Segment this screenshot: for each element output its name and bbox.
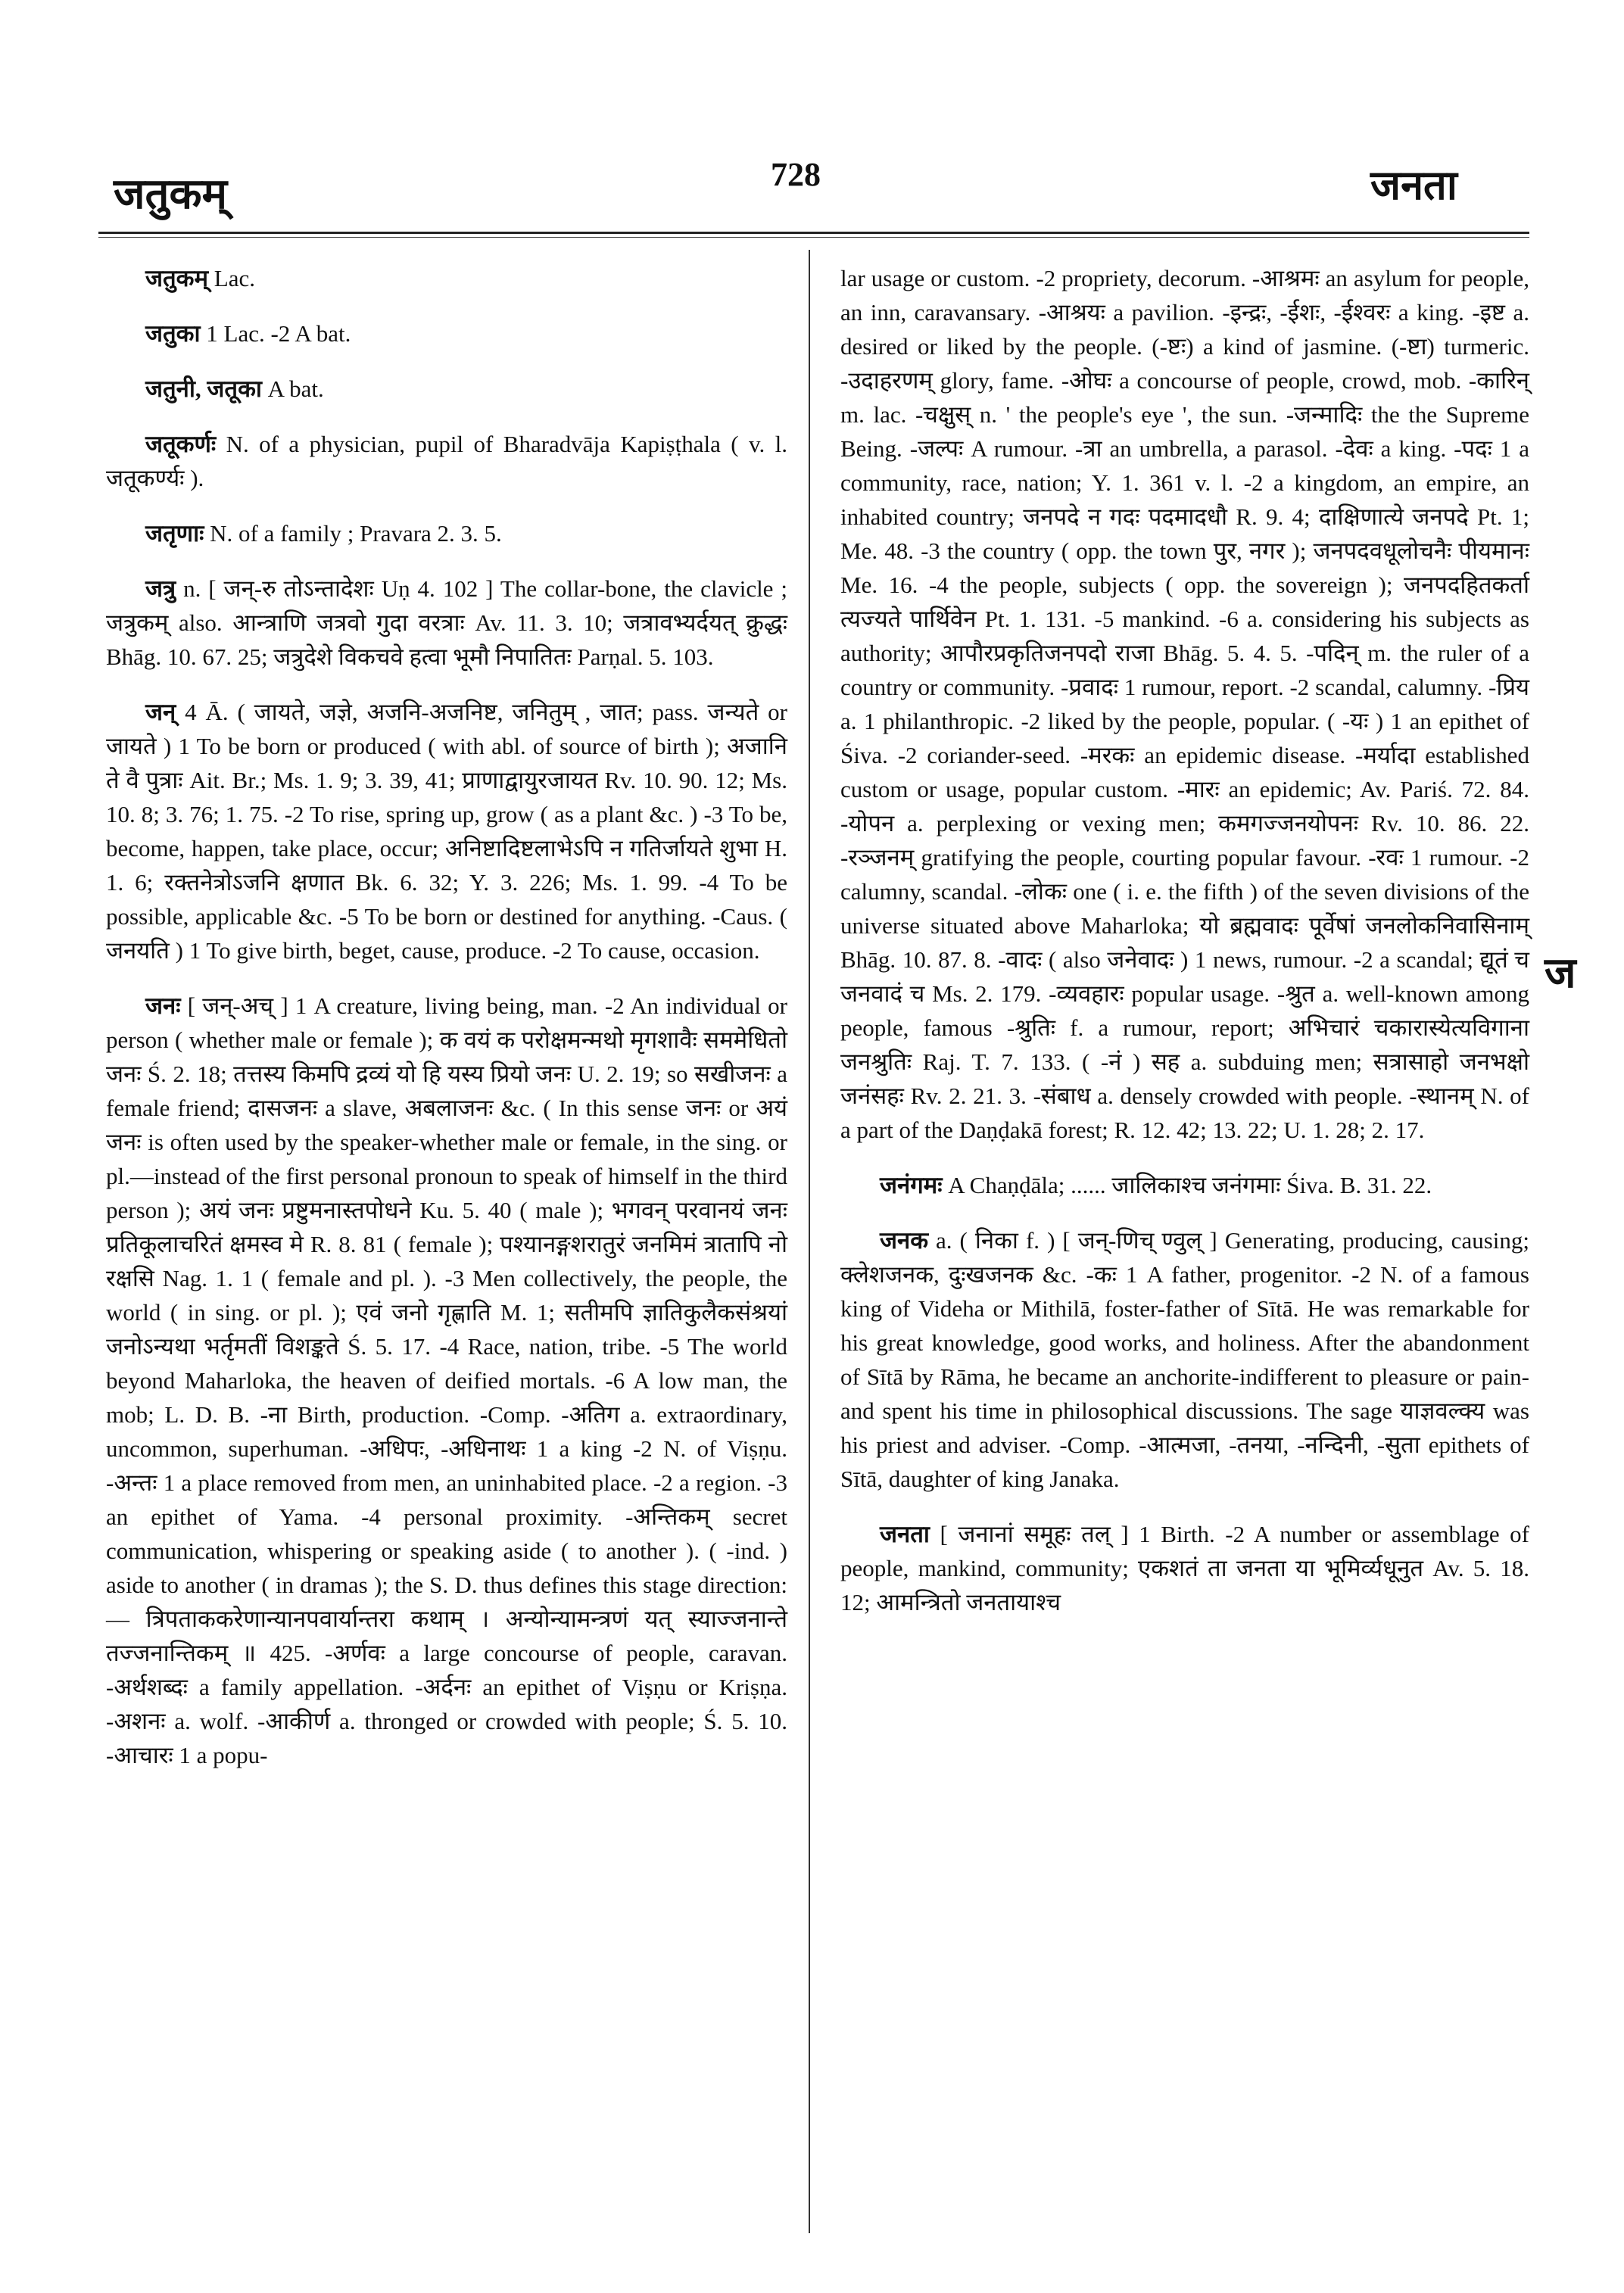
page-header: [0, 0, 1624, 250]
dictionary-entry: [106, 316, 787, 350]
column-divider: [809, 250, 810, 2233]
dictionary-entry: [106, 372, 787, 406]
dictionary-entry: [840, 1517, 1529, 1619]
left-headword: जतुकम्: [114, 170, 227, 219]
right-headword: जनता: [1370, 161, 1457, 209]
entry-headword: जनता: [880, 1521, 930, 1547]
dictionary-entry: [106, 261, 787, 295]
dictionary-entry: [106, 516, 787, 550]
entry-headword: जनंगमः: [880, 1172, 943, 1198]
dictionary-entry: [840, 1168, 1529, 1202]
entry-headword: जतुका: [145, 320, 201, 347]
right-column: [840, 261, 1529, 1640]
entry-headword: जनक: [880, 1227, 929, 1254]
entry-headword: जतृणाः: [145, 520, 204, 547]
entry-headword: जनः: [145, 992, 181, 1019]
entry-definition: A bat.: [267, 375, 324, 402]
entry-definition: N. of a physician, pupil of Bharadvāja Kapiṣṭhala ( v. l. जतूकर्ण्यः ).: [106, 431, 788, 491]
dictionary-entry: [106, 572, 787, 674]
entry-definition: 4 Ā. ( जायते, जज्ञे, अजनि-अजनिष्ट, जनितुम् , जात; pass. जन्यते or जायते ) 1 To be born or produced ( with abl. of source of birth ); अजानि ते वै पुत्राः Ait. Br.; Ms. 1. 9; 3. 39, 41; प्राणाद्वायुरजायत Rv. 10. 90. 12; Ms. 10. 8; 3. 76; 1. 75. -2 To rise, spring up, grow ( as a plant &c. ) -3 To be, become, happen, take place, occur; अनिष्टादिष्टलाभेऽपि न गतिर्जायते शुभा H. 1. 6; रक्तनेत्रोऽजनि क्षणात Bk. 6. 32; Y. 3. 226; Ms. 1. 99. -4 To be possible, applicable &c. -5 To be born or destined for anything. -Caus. ( जनयति ) 1 To give birth, beget, cause, produce. -2 To cause, occasion.: [106, 699, 787, 964]
margin-thumb-index: ज: [1545, 949, 1576, 998]
entry-headword: जन्: [145, 699, 176, 725]
entry-definition: lar usage or custom. -2 propriety, decorum. -आश्रमः an asylum for people, an inn, caravansary. -आश्रयः a pavilion. -इन्द्रः, -ईशः, -ईश्वरः a king. -इष्ट a. desired or liked by the people. (-ष्टः) a kind of jasmine. (-ष्टा) turmeric. -उदाहरणम् glory, fame. -ओघः a concourse of people, crowd, mob. -कारिन् m. lac. -चक्षुस् n. ' the people's eye ', the sun. -जन्मादिः the the Supreme Being. -जल्पः A rumour. -त्रा an umbrella, a parasol. -देवः a king. -पदः 1 a community, race, nation; Y. 1. 361 v. l. -2 a kingdom, an empire, an inhabited country; जनपदे न गदः पदमादधौ R. 9. 4; दाक्षिणात्ये जनपदे Pt. 1; Me. 48. -3 the country ( opp. the town पुर, नगर ); जनपदवधूलोचनैः पीयमानः Me. 16. -4 the people, subjects ( opp. the sovereign ); जनपदहितकर्ता त्यज्यते पार्थिवेन Pt. 1. 131. -5 mankind. -6 a. considering his subjects as authority; आपौरप्रकृतिजनपदो राजा Bhāg. 5. 4. 5. -पदिन् m. the ruler of a country or community. -प्रवादः 1 rumour, report. -2 scandal, calumny. -प्रिय a. 1 philanthropic. -2 liked by the people, popular. ( -यः ) 1 an epithet of Śiva. -2 coriander-seed. -मरकः an epidemic disease. -मर्यादा established custom or usage, popular custom. -मारः an epidemic; Av. Pariś. 72. 84. -योपन a. perplexing or vexing men; कमगज्जनयोपनः Rv. 10. 86. 22. -रञ्जनम् gratifying the people, courting popular favour. -रवः 1 rumour. -2 calumny, scandal. -लोकः one ( i. e. the fifth ) of the seven divisions of the universe situated above Maharloka; यो ब्रह्मवादः पूर्वेषां जनलोकनिवासिनाम् Bhāg. 10. 87. 8. -वादः ( also जनेवादः ) 1 news, rumour. -2 a scandal; द्यूतं च जनवादं च Ms. 2. 179. -व्यवहारः popular usage. -श्रुत a. well-known among people, famous -श्रुतिः f. a rumour, report; अभिचारं चकारास्येत्यविगाना जनश्रुतिः Raj. T. 7. 133. ( -नं ) सह a. subduing men; सत्रासाहो जनभक्षो जनंसहः Rv. 2. 21. 3. -संबाध a. densely crowded with people. -स्थानम् N. of a part of the Daṇḍakā forest; R. 12. 42; 13. 22; U. 1. 28; 2. 17.: [840, 265, 1529, 1143]
dictionary-entry: [840, 1223, 1529, 1496]
dictionary-entry: [106, 695, 787, 967]
dictionary-entry: [106, 427, 787, 495]
entry-definition: A Chaṇḍāla; ...... जालिकाश्च जनंगमाः Śiva. B. 31. 22.: [948, 1172, 1432, 1198]
page-number: 728: [771, 156, 821, 193]
entry-definition: [ जन्-अच् ] 1 A creature, living being, man. -2 An individual or person ( whether male or female ); क वयं क परोक्षमन्मथो मृगशावैः सममेधितो जनः Ś. 2. 18; तत्तस्य किमपि द्रव्यं यो हि यस्य प्रियो जनः U. 2. 19; so सखीजनः a female friend; दासजनः a slave, अबलाजनः &c. ( In this sense जनः or अयं जनः is often used by the speaker-whether male or female, in the sing. or pl.—instead of the first personal pronoun to speak of himself in the third person ); अयं जनः प्रष्टुमनास्तपोधने Ku. 5. 40 ( male ); भगवन् परवानयं जनः प्रतिकूलाचरितं क्षमस्व मे R. 8. 81 ( female ); पश्यानङ्गशरातुरं जनमिमं त्रातापि नो रक्षसि Nag. 1. 1 ( female and pl. ). -3 Men collectively, the people, the world ( in sing. or pl. ); एवं जनो गृह्णाति M. 1; सतीमपि ज्ञातिकुलैकसंश्रयां जनोऽन्यथा भर्तृमतीं विशङ्कते Ś. 5. 17. -4 Race, nation, tribe. -5 The world beyond Maharloka, the heaven of deified mortals. -6 A low man, the mob; L. D. B. -ना Birth, production. -Comp. -अतिग a. extraordinary, uncommon, superhuman. -अधिपः, -अधिनाथः 1 a king -2 N. of Viṣṇu. -अन्तः 1 a place removed from men, an uninhabited place. -2 a region. -3 an epithet of Yama. -4 personal proximity. -अन्तिकम् secret communication, whispering or speaking aside ( to another ). ( -ind. ) aside to another ( in dramas ); the S. D. thus defines this stage direction:— त्रिपताककरेणान्यानपवार्यान्तरा कथाम् । अन्योन्यामन्त्रणं यत् स्याज्जनान्ते तज्जनान्तिकम् ॥ 425. -अर्णवः a large concourse of people, caravan. -अर्थशब्दः a family appellation. -अर्दनः an epithet of Viṣṇu or Kriṣṇa. -अशनः a. wolf. -आकीर्ण a. thronged or crowded with people; Ś. 5. 10. -आचारः 1 a popu-: [106, 992, 787, 1768]
header-rule: [98, 232, 1529, 234]
dictionary-entry: [106, 989, 787, 1772]
dictionary-entry-continued: [840, 261, 1529, 1147]
entry-definition: Lac.: [214, 265, 255, 291]
entry-definition: a. ( निका f. ) [ जन्-णिच् ण्वुल् ] Generating, producing, causing; क्लेशजनक, दुःखजनक &c. -कः 1 A father, progenitor. -2 N. of a famous king of Videha or Mithilā, foster-father of Sītā. He was remarkable for his great knowledge, good works, and holiness. After the abandonment of Sītā by Rāma, he became an anchorite-indifferent to pleasure or pain-and spent his time in philosophical discussions. The sage याज्ञवल्क्य was his priest and adviser. -Comp. -आत्मजा, -तनया, -नन्दिनी, -सुता epithets of Sītā, daughter of king Janaka.: [840, 1227, 1529, 1492]
entry-headword: जतुनी, जतूका: [145, 375, 262, 402]
left-column: [106, 261, 787, 1793]
header-rule-thin: [98, 237, 1529, 238]
entry-definition: [ जनानां समूहः तल् ] 1 Birth. -2 A number or assemblage of people, mankind, community; एकशतं ता जनता या भूमिर्व्यधूनुत Av. 5. 18. 12; आमन्त्रितो जनतायाश्च: [840, 1521, 1529, 1615]
entry-headword: जतुकम्: [145, 265, 209, 291]
entry-definition: N. of a family ; Pravara 2. 3. 5.: [210, 520, 502, 547]
entry-definition: n. [ जन्-रु तोऽन्तादेशः Uṇ 4. 102 ] The collar-bone, the clavicle ; जत्रुकम् also. आन्त्राणि जत्रवो गुदा वरत्राः Av. 11. 3. 10; जत्रावभ्यर्दयत् क्रुद्धः Bhāg. 10. 67. 25; जत्रुदेशे विकचवे हत्वा भूमौ निपातितः Parṇal. 5. 103.: [106, 575, 788, 670]
entry-headword: जत्रु: [145, 575, 176, 602]
entry-definition: 1 Lac. -2 A bat.: [206, 320, 351, 347]
entry-headword: जतूकर्णः: [145, 431, 217, 457]
